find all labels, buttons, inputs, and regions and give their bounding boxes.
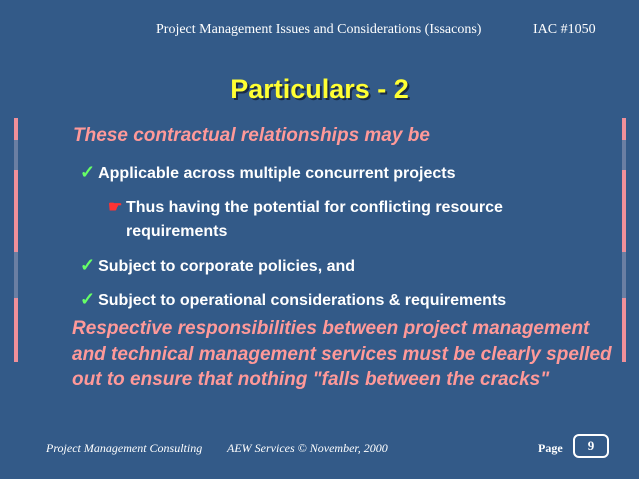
intro-text: These contractual relationships may be <box>73 125 430 146</box>
check-mark-icon: ✓ <box>80 289 96 309</box>
page-label: Page <box>538 441 563 455</box>
closing-statement: Respective responsibilities between project management and technical management services must be clearly spelled out to ensure that nothing "falls between the cracks" <box>72 318 612 390</box>
header-code: IAC #1050 <box>533 22 596 37</box>
right-edge-bar-segment <box>622 298 626 362</box>
header-topic: Project Management Issues and Considerations (Issacons) <box>156 22 482 37</box>
left-edge-bar-segment <box>14 170 18 252</box>
page-number-box: 9 <box>573 434 609 458</box>
sub-bullet-text-line1: Thus having the potential for conflicting resource <box>126 199 503 216</box>
check-mark-icon: ✓ <box>80 255 96 275</box>
bullet-item <box>80 255 355 276</box>
pointing-hand-icon: ☛ <box>108 199 123 216</box>
left-edge-bar-segment <box>14 118 18 140</box>
bullet-text: Subject to corporate policies, and <box>98 258 356 275</box>
footer-copyright: AEW Services © November, 2000 <box>227 441 388 455</box>
slide-title: Particulars - 2 <box>230 74 409 104</box>
sub-bullet-text-line2: requirements <box>126 223 228 240</box>
check-mark-icon: ✓ <box>80 162 96 182</box>
footer-company: Project Management Consulting <box>46 441 203 455</box>
right-edge-bar-segment <box>622 170 626 252</box>
bullet-text: Subject to operational considerations & requirements <box>98 292 507 309</box>
left-edge-bar-segment <box>14 298 18 362</box>
right-edge-bar-segment <box>622 118 626 140</box>
bullet-item <box>80 289 506 310</box>
bullet-text: Applicable across multiple concurrent projects <box>98 165 456 182</box>
left-edge-bar <box>14 118 18 362</box>
bullet-item <box>80 162 456 183</box>
right-edge-bar <box>622 118 626 362</box>
sub-bullet-item <box>108 196 578 244</box>
